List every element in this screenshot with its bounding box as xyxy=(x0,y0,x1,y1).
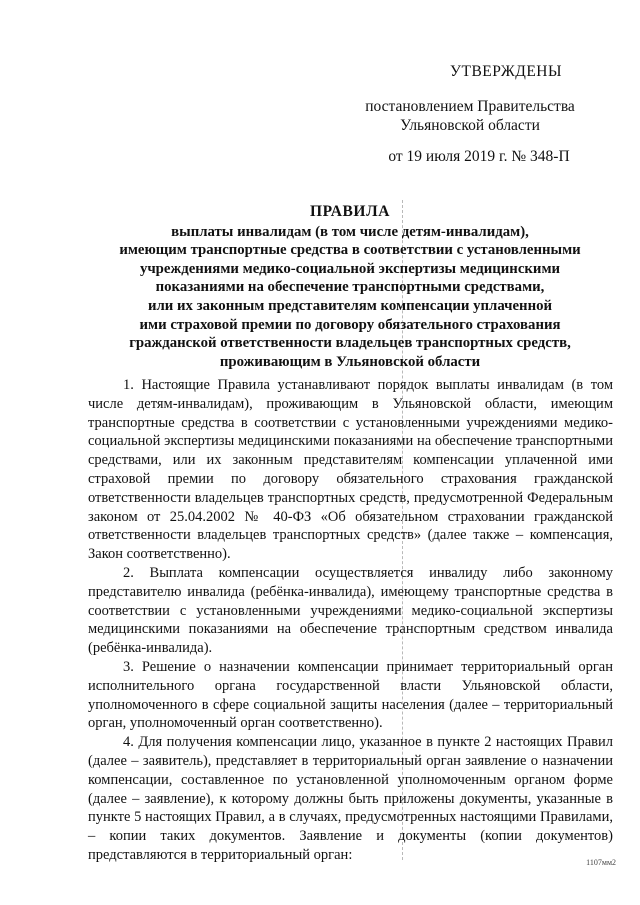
approval-date: от 19 июля 2019 г. № 348-П xyxy=(388,148,570,165)
title-line: ими страховой премии по договору обязательного страхования xyxy=(139,316,561,333)
approval-authority-line-2: Ульяновской области xyxy=(400,117,540,134)
approval-authority-line-1: постановлением Правительства xyxy=(365,98,575,115)
footer-document-code: 1107мм2 xyxy=(586,858,616,867)
title-line: имеющим транспортные средства в соответствии с установленными xyxy=(119,242,581,259)
paragraph-1: 1. Настоящие Правила устанавливают порядок выплаты инвалидам (в том числе детям-инвалидам), проживающим в Ульяновской области, имеющим транспортные средства в соответствии с установленными учреждениями медико-социальной экспертизы медицинскими показаниями на обеспечение транспортными средствами, или их законным представителям компенсации уплаченной ими страховой премии по договору обязательного страхования гражданской ответственности владельцев транспортных средств, предусмотренной Федеральным законом от 25.04.2002 № 40-ФЗ «Об обязательном страховании гражданской ответственности владельцев транспортных средств» (далее также – компенсация, Закон соответственно). xyxy=(88,377,613,563)
title-line: гражданской ответственности владельцев транспортных средств, xyxy=(129,335,571,352)
document-body xyxy=(88,376,613,865)
title-line: выплаты инвалидам (в том числе детям-инвалидам), xyxy=(171,223,529,240)
document-title xyxy=(80,203,620,371)
paragraph-3: 3. Решение о назначении компенсации принимает территориальный орган исполнительного органа государственной власти Ульяновской области, уполномоченного в сфере социальной защиты населения (далее – территориальный орган, уполномоченный орган соответственно). xyxy=(88,658,613,732)
approval-block xyxy=(330,62,610,166)
paragraph-4: 4. Для получения компенсации лицо, указанное в пункте 2 настоящих Правил (далее – заявитель), представляет в территориальный орган заявление о назначении компенсации, составленное по установленной уполномоченным органом форме (далее – заявление), к которому должны быть приложены документы, указанные в пункте 5 настоящих Правил, а в случаях, предусмотренных настоящими Правилами, – копии таких документов. Заявление и документы (копии документов) представляются в территориальный орган: xyxy=(88,734,613,863)
title-line: проживающим в Ульяновской области xyxy=(219,353,481,370)
title-line: показаниями на обеспечение транспортными средствами, xyxy=(155,279,545,296)
title-line: учреждениями медико-социальной экспертизы медицинскими xyxy=(139,260,561,277)
paragraph-2: 2. Выплата компенсации осуществляется инвалиду либо законному представителю инвалида (ребёнка-инвалида), имеющему транспортные средства в соответствии с установленными учреждениями медико-социальной экспертизы медицинскими показаниями на обеспечение транспортным средством инвалида (ребёнка-инвалида). xyxy=(88,564,613,657)
approved-heading: УТВЕРЖДЕНЫ xyxy=(450,63,562,80)
title-line: или их законным представителям компенсации уплаченной xyxy=(147,297,553,314)
title-main: ПРАВИЛА xyxy=(309,203,391,220)
